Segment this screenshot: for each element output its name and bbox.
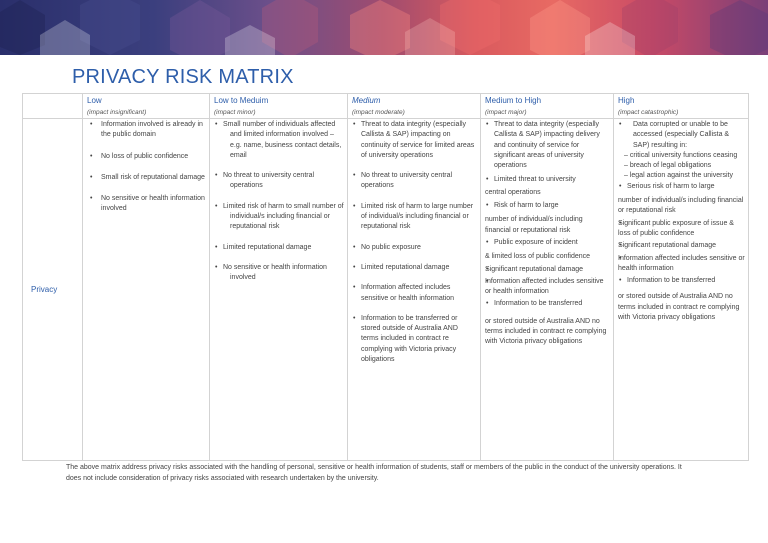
list-item — [618, 120, 745, 151]
list-item-continuation: & limited loss of public confidence — [485, 253, 591, 261]
list-item-continuation: number of individual/s including financial or reputational risk — [485, 216, 583, 234]
header-banner — [0, 0, 768, 55]
cell-high — [614, 119, 749, 461]
list-item-continuation: Significant reputational damage — [485, 265, 584, 273]
list-item: • Limited reputational damage — [352, 263, 477, 273]
list-item: • Information affected includes sensitive or health information — [352, 283, 477, 304]
level-header-low-to-medium — [210, 94, 348, 119]
list-item-continuation: Significant public exposure of issue & loss of public confidence — [618, 219, 734, 237]
list-item: • Small risk of reputational damage — [87, 173, 206, 183]
risk-matrix-table — [22, 93, 749, 461]
level-header-medium — [348, 94, 481, 119]
level-label: Medium to High — [485, 96, 542, 105]
list-item: • No public exposure — [352, 243, 477, 253]
impact-label: (impact minor) — [214, 109, 256, 116]
list-item: • Information to be transferred or stored outside of Australia AND terms included in contract re complying with Victoria privacy obligations — [352, 314, 477, 365]
impact-label: (impact catastrophic) — [618, 109, 679, 116]
list-item — [214, 120, 344, 161]
banner-pattern — [0, 0, 768, 55]
footnote: The above matrix address privacy risks associated with the handling of personal, sensitive or health information of students, staff or members of the public in the conduct of the university operations. It does not include consideration of privacy risks associated with research undertaken by the university. — [66, 464, 682, 482]
list-item — [214, 263, 344, 284]
privacy-row — [23, 119, 749, 461]
corner-cell — [23, 94, 83, 119]
list-item — [214, 202, 344, 233]
list-item-text: • Data corrupted or unable to be accessed (especially Callista & SAP) resulting in: — [633, 121, 730, 149]
list-item: • Public exposure of incident — [485, 238, 610, 248]
level-header-medium-to-high — [481, 94, 614, 119]
list-item: • No loss of public confidence — [87, 152, 206, 162]
list-item: • Risk of harm to large — [485, 201, 610, 211]
list-item-continuation: or stored outside of Australia AND no terms included in contract re complying with Victoria privacy obligations — [485, 317, 607, 346]
list-item-continuation: or stored outside of Australia AND no terms included in contract re complying with Victoria privacy obligations — [618, 293, 740, 322]
list-subitem: – breach of legal obligations — [624, 162, 712, 170]
list-item-text: • Limited risk of harm to small number of individual/s including financial or reputational risk — [223, 202, 344, 231]
list-item: • Threat to data integrity (especially Callista & SAP) impacting delivery and continuity of service for significant areas of university operations — [485, 120, 610, 171]
list-item: • Information involved is already in the public domain — [87, 120, 206, 141]
list-item-text: • No threat to university central operations — [223, 172, 315, 190]
cell-low-to-medium — [210, 119, 348, 461]
level-label: Low to Meduim — [214, 96, 269, 105]
header-row — [23, 94, 749, 119]
impact-label: (impact insignificant) — [87, 109, 147, 116]
list-item-continuation: Significant reputational damage — [618, 242, 717, 250]
page-title: PRIVACY RISK MATRIX — [72, 66, 294, 88]
level-header-high — [614, 94, 749, 119]
list-item-text: • Small number of individuals affected and limited information involved – e.g. name, business contact details, email — [223, 121, 342, 159]
list-subitem: – critical university functions ceasing — [624, 151, 738, 159]
cell-medium-to-high — [481, 119, 614, 461]
list-item: • No sensitive or health information involved — [87, 194, 206, 215]
list-item — [214, 171, 344, 192]
impact-label: (impact moderate) — [352, 109, 405, 116]
list-item: • Limited threat to university — [485, 175, 610, 185]
list-item: • Threat to data integrity (especially Callista & SAP) impacting on continuity of service for limited areas of university operations — [352, 120, 477, 161]
list-item-continuation: central operations — [485, 188, 541, 196]
list-subitem: – legal action against the university — [624, 172, 733, 180]
list-item: • Serious risk of harm to large — [618, 182, 745, 192]
row-label-privacy: Privacy — [23, 119, 83, 461]
list-item-continuation: Information affected includes sensitive or health information — [485, 277, 604, 296]
list-item-continuation: number of individual/s including financial or reputational risk — [618, 197, 744, 215]
impact-label: (impact major) — [485, 109, 527, 116]
list-item-text: • No sensitive or health information involved — [223, 263, 327, 282]
cell-low — [83, 119, 210, 461]
list-item-text: • Limited reputational damage — [223, 243, 312, 251]
list-item: • No threat to university central operations — [352, 171, 477, 192]
level-label: Low — [87, 96, 102, 105]
list-item — [214, 243, 344, 253]
level-label: High — [618, 96, 635, 105]
list-item: • Information to be transferred — [485, 299, 610, 309]
cell-medium — [348, 119, 481, 461]
list-item: • Information to be transferred — [618, 276, 745, 286]
level-header-low — [83, 94, 210, 119]
list-item-continuation: Information affected includes sensitive or health information — [618, 254, 745, 272]
level-label: Medium — [352, 96, 381, 105]
list-item: • Limited risk of harm to large number of individual/s including financial or reputational risk — [352, 202, 477, 233]
